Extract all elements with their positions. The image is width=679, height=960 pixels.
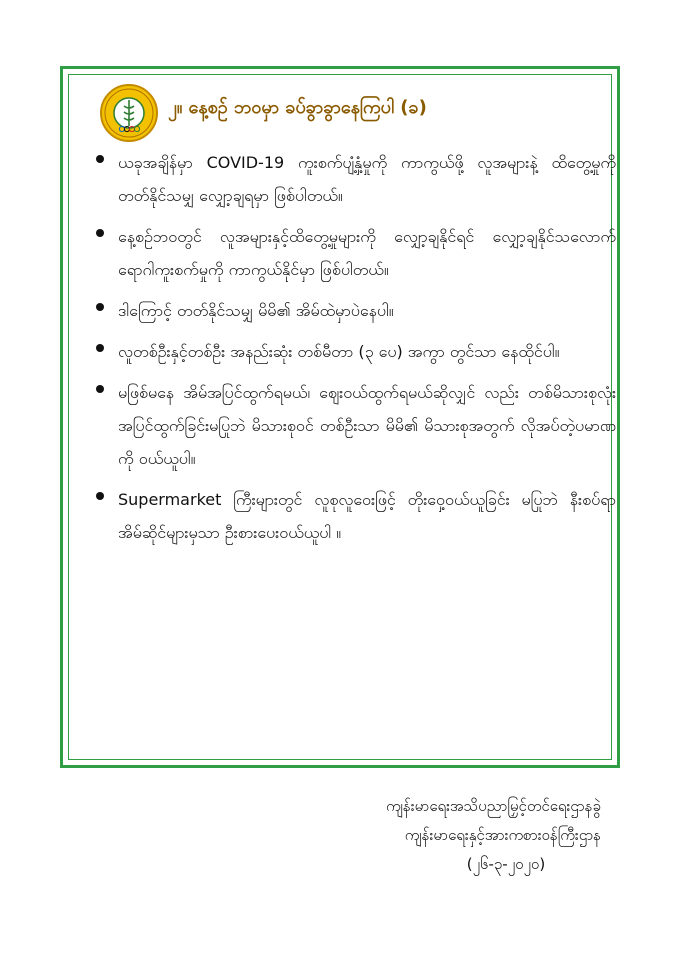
bullet-icon <box>96 303 104 311</box>
guideline-text: ဒါကြောင့် တတ်နိုင်သမျှ မိမိ၏ အိမ်ထဲမှာပဲနေပါ။ <box>118 301 394 320</box>
guideline-text: လူတစ်ဦးနှင့်တစ်ဦး အနည်းဆုံး တစ်မီတာ (၃ ပေ) အကွာ တွင်သာ နေထိုင်ပါ။ <box>118 342 560 361</box>
guideline-list <box>96 146 616 557</box>
guideline-item-2 <box>96 220 616 286</box>
notice-title: ၂။ နေ့စဉ် ဘဝမှာ ခပ်ခွာခွာနေကြပါ (ခ) <box>168 97 427 118</box>
guideline-text: နေ့စဉ်ဘဝတွင် လူအများနှင့်ထိတွေ့မှုများကို လျှော့ချနိုင်ရင် လျှော့ချနိုင်သလောက် ရောဂါကူးစက်မှုကို ကာကွယ်နိုင်မှာ ဖြစ်ပါတယ်။ <box>118 227 616 279</box>
guideline-item-6 <box>96 483 616 549</box>
issuer-ministry: ကျန်းမာရေးနှင့်အားကစားဝန်ကြီးဌာန <box>404 826 601 844</box>
bullet-icon <box>96 229 104 237</box>
issuer-footer <box>241 792 601 879</box>
bullet-icon <box>96 155 104 163</box>
guideline-item-1 <box>96 146 616 212</box>
issue-date: (၂၆-၃-၂၀၂၀) <box>466 855 546 873</box>
guideline-item-4 <box>96 335 616 368</box>
guideline-text: Supermarket ကြီးများတွင် လူစုလူဝေးဖြင့် တိုးဝှေ့ဝယ်ယူခြင်း မပြုဘဲ နီးစပ်ရာ အိမ်ဆိုင်များမှသာ ဦးစားပေးဝယ်ယူပါ ။ <box>118 490 616 542</box>
bullet-icon <box>96 344 104 352</box>
guideline-item-5 <box>96 376 616 475</box>
bullet-icon <box>96 492 104 500</box>
ministry-of-health-seal-icon <box>100 84 158 142</box>
issuer-department: ကျန်းမာရေးအသိပညာမြှင့်တင်ရေးဌာနခွဲ <box>385 797 601 815</box>
guideline-text: မဖြစ်မနေ အိမ်အပြင်ထွက်ရမယ်၊ ဈေးဝယ်ထွက်ရမယ်ဆိုလျှင် လည်း တစ်မိသားစုလုံး အပြင်ထွက်ခြင်းမပြုဘဲ မိသားစုဝင် တစ်ဦးသာ မိမိ၏ မိသားစုအတွက် လိုအပ်တဲ့ပမာဏကို ဝယ်ယူပါ။ <box>118 383 616 468</box>
bullet-icon <box>96 385 104 393</box>
guideline-item-3 <box>96 294 616 327</box>
guideline-text: ယခုအချိန်မှာ COVID-19 ကူးစက်ပျံ့နှံ့မှုကို ကာကွယ်ဖို့ လူအများနဲ့ ထိတွေ့မှုကို တတ်နိုင်သမျှ လျှော့ချရမှာ ဖြစ်ပါတယ်။ <box>118 153 616 205</box>
